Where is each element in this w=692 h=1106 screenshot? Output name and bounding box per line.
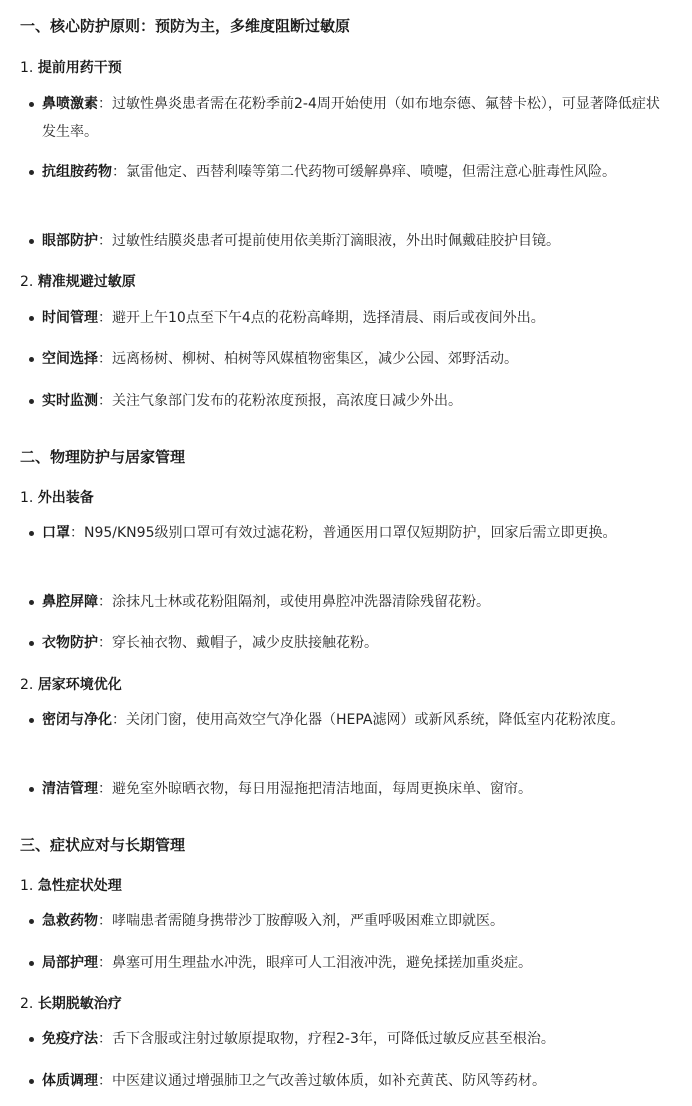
bullet-icon: [29, 600, 34, 605]
list-item: [42, 304, 672, 332]
section-heading: 三、症状应对与长期管理: [20, 836, 186, 854]
item-term: 清洁管理: [42, 781, 98, 797]
bullet-icon: [29, 316, 34, 321]
item-text: ：中医建议通过增强肺卫之气改善过敏体质，如补充黄芪、防风等药材。: [98, 1073, 546, 1089]
list-item: [42, 387, 672, 415]
subsection-title: 居家环境优化: [37, 677, 122, 693]
item-text: ：过敏性结膜炎患者可提前使用依美斯汀滴眼液，外出时佩戴硅胶护目镜。: [98, 233, 560, 249]
item-text: ：远离杨树、柳树、柏树等风媒植物密集区，减少公园、郊野活动。: [98, 351, 518, 367]
item-text: ：穿长袖衣物、戴帽子，减少皮肤接触花粉。: [98, 635, 378, 651]
bullet-icon: [29, 718, 34, 723]
subsection-heading: [20, 488, 94, 508]
item-text: ：涂抹凡士林或花粉阻隔剂，或使用鼻腔冲洗器清除残留花粉。: [98, 594, 490, 610]
item-text: ：关注气象部门发布的花粉浓度预报，高浓度日减少外出。: [98, 393, 462, 409]
section-heading: 二、物理防护与居家管理: [20, 448, 186, 466]
list-item: [42, 90, 672, 146]
item-text: ：哮喘患者需随身携带沙丁胺醇吸入剂，严重呼吸困难立即就医。: [98, 913, 504, 929]
bullet-icon: [29, 170, 34, 175]
list-item: [42, 227, 672, 255]
item-term: 空间选择: [42, 351, 98, 367]
item-term: 眼部防护: [42, 233, 98, 249]
subsection-heading: [20, 58, 122, 78]
item-text: ：过敏性鼻炎患者需在花粉季前2-4周开始使用（如布地奈德、氟替卡松），可显著降低症状发生率。: [42, 96, 660, 140]
subsection-title: 精准规避过敏原: [37, 274, 136, 290]
subsection-title: 提前用药干预: [37, 60, 122, 76]
subsection-title: 长期脱敏治疗: [37, 996, 122, 1012]
section-heading: 一、核心防护原则：预防为主，多维度阻断过敏原: [20, 17, 351, 35]
item-term: 局部护理: [42, 955, 98, 971]
subsection-number: 2.: [20, 996, 34, 1012]
item-term: 时间管理: [42, 310, 98, 326]
item-text: ：避免室外晾晒衣物，每日用湿拖把清洁地面，每周更换床单、窗帘。: [98, 781, 532, 797]
item-term: 急救药物: [42, 913, 98, 929]
bullet-icon: [29, 531, 34, 536]
list-item: [42, 519, 672, 547]
bullet-icon: [29, 239, 34, 244]
list-item: [42, 949, 672, 977]
item-term: 密闭与净化: [42, 712, 112, 728]
subsection-number: 1.: [20, 878, 34, 894]
bullet-icon: [29, 1079, 34, 1084]
bullet-icon: [29, 399, 34, 404]
item-text: ：氯雷他定、西替利嗪等第二代药物可缓解鼻痒、喷嚏，但需注意心脏毒性风险。: [112, 164, 616, 180]
bullet-icon: [29, 641, 34, 646]
list-item: [42, 1025, 672, 1053]
list-item: [42, 345, 672, 373]
subsection-heading: [20, 272, 136, 292]
bullet-icon: [29, 1037, 34, 1042]
item-text: ：鼻塞可用生理盐水冲洗，眼痒可人工泪液冲洗，避免揉搓加重炎症。: [98, 955, 532, 971]
subsection-number: 2.: [20, 677, 34, 693]
bullet-icon: [29, 102, 34, 107]
item-term: 鼻喷激素: [42, 96, 98, 112]
list-item: [42, 1067, 672, 1095]
item-term: 体质调理: [42, 1073, 98, 1089]
subsection-heading: [20, 675, 122, 695]
subsection-number: 1.: [20, 60, 34, 76]
item-text: ：舌下含服或注射过敏原提取物，疗程2-3年，可降低过敏反应甚至根治。: [98, 1031, 555, 1047]
item-term: 衣物防护: [42, 635, 98, 651]
item-term: 口罩: [42, 525, 70, 541]
bullet-icon: [29, 919, 34, 924]
list-item: [42, 158, 672, 186]
list-item: [42, 588, 672, 616]
list-item: [42, 629, 672, 657]
subsection-title: 外出装备: [37, 490, 94, 506]
item-term: 抗组胺药物: [42, 164, 112, 180]
item-term: 鼻腔屏障: [42, 594, 98, 610]
subsection-number: 1.: [20, 490, 34, 506]
item-text: ：N95/KN95级别口罩可有效过滤花粉，普通医用口罩仅短期防护，回家后需立即更换。: [70, 525, 617, 541]
subsection-heading: [20, 876, 122, 896]
bullet-icon: [29, 961, 34, 966]
list-item: [42, 907, 672, 935]
item-term: 实时监测: [42, 393, 98, 409]
bullet-icon: [29, 357, 34, 362]
subsection-heading: [20, 994, 122, 1014]
subsection-number: 2.: [20, 274, 34, 290]
list-item: [42, 706, 672, 734]
item-text: ：避开上午10点至下午4点的花粉高峰期，选择清晨、雨后或夜间外出。: [98, 310, 545, 326]
item-term: 免疫疗法: [42, 1031, 98, 1047]
list-item: [42, 775, 672, 803]
item-text: ：关闭门窗，使用高效空气净化器（HEPA滤网）或新风系统，降低室内花粉浓度。: [112, 712, 625, 728]
bullet-icon: [29, 787, 34, 792]
subsection-title: 急性症状处理: [37, 878, 122, 894]
